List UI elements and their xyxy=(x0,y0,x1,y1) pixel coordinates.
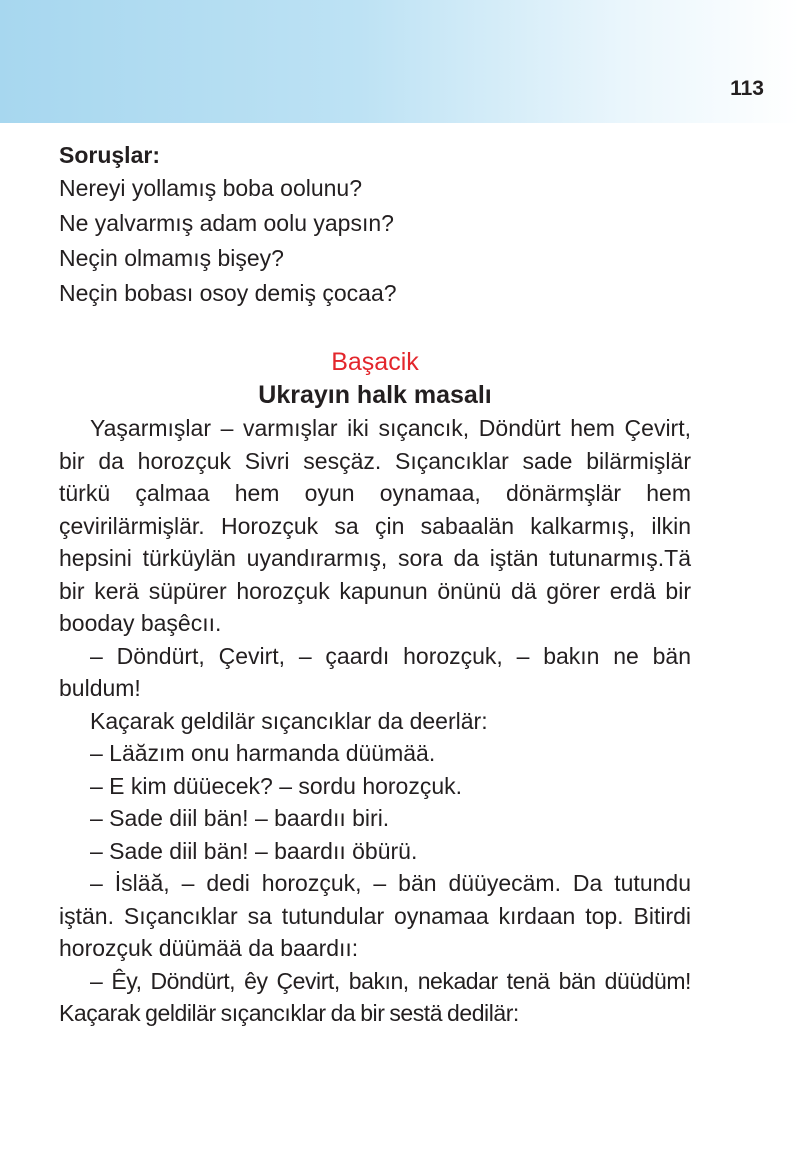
story-paragraph: – İsläă, – dedi horozçuk, – bän düüyecäm. Da tutundu iştän. Sıçancıklar sa tutundular oynamaa kırdaan top. Bitirdi horozçuk düümää da baardıı: xyxy=(59,870,691,961)
story-paragraph: – Döndürt, Çevirt, – çaardı horozçuk, – bakın ne bän buldum! xyxy=(59,642,691,701)
story-paragraph: – Êy, Döndürt, êy Çevirt, bakın, nekadar tenä bän düüdüm! Kaçarak geldilär sıçancıklar da bir sestä dedilär: xyxy=(59,967,691,1026)
page-number: 113 xyxy=(730,77,764,100)
question-line: Nereyi yollamış boba oolunu? xyxy=(59,175,363,201)
story-paragraph: – Läăzım onu harmanda düümää. xyxy=(90,740,436,766)
story-paragraph: – E kim düüecek? – sordu horozçuk. xyxy=(90,772,463,799)
story-paragraph: – Sade diil bän! – baardıı öbürü. xyxy=(90,837,418,864)
question-line: Ne yalvarmış adam oolu yapsın? xyxy=(59,210,394,236)
story-paragraph: – Sade diil bän! – baardıı biri. xyxy=(90,805,390,831)
question-line: Neçin bobası osoy demiş çocaa? xyxy=(59,280,397,306)
page-content xyxy=(59,140,691,1030)
story-paragraph: Yaşarmışlar – varmışlar iki sıçancık, Döndürt hem Çevirt, bir da horozçuk Sivri sesçäz. Sıçancıklar sade bilärmişlär türkü çalmaa hem oyun oynamaa, dönärmşlär hem çevirilärmişlär. Horozçuk sa çin sabaalän kalkarmış, ilkin hepsini türküylän uyandırarmış, sora da iştän tutunarmış.Tä bir kerä süpürer horozçuk kapunun önünü dä görer erdä bir booday başêcıı. xyxy=(59,415,691,636)
question-line: Neçin olmamış bişey? xyxy=(59,245,284,271)
page-header-band xyxy=(0,0,800,123)
story-paragraph: Kaçarak geldilär sıçancıklar da deerlär: xyxy=(90,707,488,734)
story-section xyxy=(59,346,691,1030)
story-title: Başacik xyxy=(331,348,419,376)
questions-heading: Soruşlar: xyxy=(59,142,160,168)
questions-section xyxy=(59,140,691,311)
story-subtitle: Ukrayın halk masalı xyxy=(258,381,492,409)
